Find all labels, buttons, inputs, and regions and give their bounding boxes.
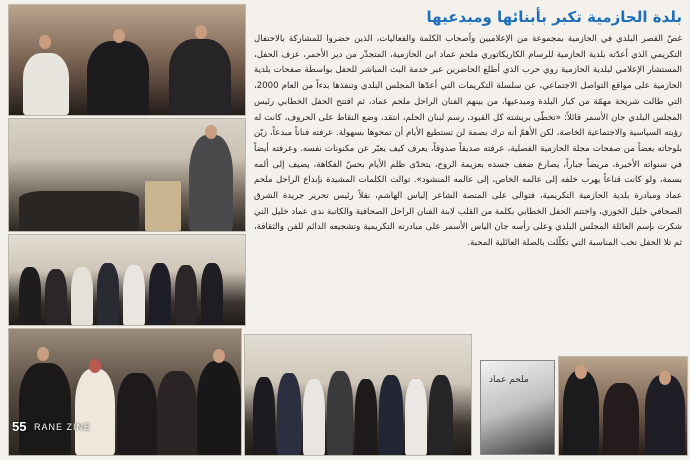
photo-group-standing <box>8 234 246 326</box>
page-number: 55 <box>12 419 27 434</box>
photo-group-with-officials <box>244 334 472 456</box>
magazine-name: RANE ZINE <box>34 422 92 432</box>
photo-family-group <box>558 356 688 456</box>
article <box>248 4 688 334</box>
article-body: غصّ القصر البلدي في الحازمية بمجموعة من الإعلاميين وأصحاب الكلمة والفعاليات، الذين حضروا للمشاركة بالاحتفال التكريمي الذي أعدّته بلدية الحازمية للرسام الكاريكاتوري ملحم عماد ابن الحازمية، المتجذّر من دير الأحمر، عزف الحفل، المستشار الإعلامي لبلدية الحازمية روي حرب الذي أطلع الحاضرين عبر خدمة البث المباشر للحفل بواسطة صفحات بلدية الحازمية على مواقع التواصل الاجتماعي، عن سلسلة التكريمات التي أعدّها المجلس البلدي وتنفذها بدءاً من العام 2000، التي طالت شريحة مهمّة من كبار البلدة ومبدعيها، من بينهم الفنان الراحل ملحم عماد، ثم افتتح الحفل الخطابي رئيس المجلس البلدي جان الأسمر قائلاً: «تخطّى بريشته كل القيود، رسم لبنان الحلم، انتقد، وضع النقاط على الحروف، كانت له رؤيته السياسية والاجتماعية الخاصة، لكن الأهمّ أنه ترك بصمة لن تستطيع الأيام أن تمحوها بسهولة. عرفته فناناً مبدعاً، زيّن بلوحاته بعضاً من صفحات مجلة الحازمية الفصلية، عرفته صديقاً صدوقاً، يعرف كيف يعبّر عن مكنونات نفسه. وعرفته أيضاً في سنواته الأخيرة، مريضاً جباراً، يصارع ضعف جسده بعزيمة الروح، يتحدّى ظلم الأيام بحسّ الفكاهة، يضيف إلى ألمه بسمة، ولو كانت قناعاً يهرب خلفه إلى عالمه الخاص، إلى عالمه المنشود». توالت الكلمات المشيدة بإبداع الراحل ملحم عماد ومبادرة بلدية الحازمية التكريمية، فتوالى على المنصة الشاعر إلياس الهاشم، نقلاً رئيس تحرير جريدة الشرق الصحافي خليل الخوري، واختتم الحفل الخطابي بكلمة من القلب لابنة الفنان الراحل الصحافية والكاتبة ندى عماد خليل التي شكرت بإسم العائلة المجلس البلدي وعلى رأسه جان الياس الأسمر على مبادرته التكريمية وتشجيعه الدائم للفن والثقافة، ثم تلا الحفل نخب المناسبة التي تكلّلت بالصلة العائلية المحبة. <box>254 34 682 249</box>
article-title: بلدة الحازمية تكبر بأبنائها ومبدعيها <box>426 8 682 26</box>
book-title: ملحم عماد <box>489 375 529 385</box>
photo-speaker-at-podium <box>8 118 246 232</box>
photo-artist-book <box>480 360 555 455</box>
photo-audience-front-row <box>8 4 246 116</box>
photo-portrait-group <box>8 328 242 456</box>
